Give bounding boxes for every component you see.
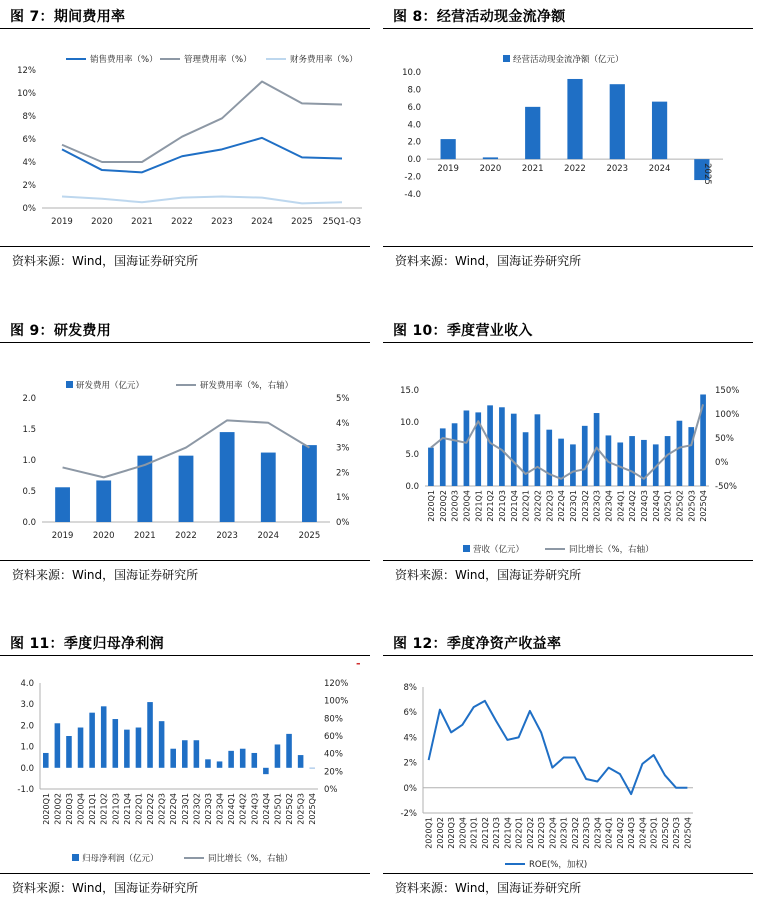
x-tick-label: 2024Q1	[616, 490, 626, 522]
legend-label: 同比增长（%，右轴）	[569, 545, 654, 555]
title-rule	[383, 342, 753, 343]
x-tick-label: 2025Q4	[308, 793, 318, 825]
x-tick-label: 2021	[521, 164, 544, 175]
bar	[570, 444, 576, 486]
y-tick-label: 0.0	[20, 763, 34, 774]
bar	[179, 456, 194, 522]
x-tick-label: 2020Q1	[41, 793, 51, 825]
y-tick-label: 10%	[17, 89, 36, 99]
y2-tick-label: 60%	[324, 732, 343, 742]
y-tick-label: 3.0	[20, 700, 34, 711]
source-rule	[383, 873, 753, 874]
chart-title: 图 11：季度归母净利润	[10, 636, 164, 652]
x-tick-label: 2025Q2	[285, 793, 295, 825]
bar	[159, 721, 165, 768]
x-tick-label: 2019	[437, 164, 459, 175]
x-tick-label: 2020Q2	[435, 817, 445, 849]
x-tick-label: 2023Q3	[592, 490, 602, 522]
x-tick-label: 2025Q1	[273, 793, 283, 825]
panel-expense-ratio	[0, 0, 370, 285]
bar	[43, 753, 49, 768]
x-tick-label: 2024Q4	[638, 817, 648, 849]
y2-tick-label: 0%	[336, 518, 350, 528]
x-tick-label: 2024Q2	[628, 490, 638, 522]
y2-tick-label: -50%	[715, 482, 737, 492]
bar	[205, 759, 211, 767]
bar	[499, 407, 505, 486]
y-tick-label: 15.0	[400, 386, 419, 396]
y-tick-label: 8.0	[407, 85, 421, 96]
legend-label: 同比增长（%，右轴）	[208, 854, 293, 864]
x-tick-label: 2020	[479, 164, 502, 175]
legend-label: 管理费用率（%）	[184, 55, 252, 65]
x-tick-label: 2023	[606, 164, 629, 175]
x-tick-label: 2020Q3	[64, 793, 74, 825]
bar	[261, 453, 276, 522]
bar	[220, 432, 235, 522]
chart-title: 图 8：经营活动现金流净额	[393, 9, 566, 25]
source-rule	[0, 873, 370, 874]
x-tick-label: 2022Q2	[146, 793, 156, 825]
y-tick-label: 2%	[403, 758, 417, 769]
x-tick-label: 2021Q3	[497, 490, 507, 522]
bar	[567, 79, 582, 159]
chart-title: 图 12：季度净资产收益率	[393, 636, 562, 652]
x-tick-label: 2025Q3	[672, 817, 682, 849]
bar	[525, 107, 540, 159]
x-tick-label: 2023Q4	[604, 490, 614, 522]
x-tick-label: 2022Q1	[514, 817, 524, 849]
y2-tick-label: 5%	[336, 394, 350, 404]
bar	[275, 744, 281, 767]
bar	[101, 706, 107, 767]
y2-tick-label: 2%	[336, 468, 350, 479]
x-tick-label: 2024Q4	[651, 490, 661, 522]
x-tick-label: 2021	[134, 531, 156, 541]
quarterly-net-profit-chart	[0, 657, 370, 871]
x-tick-label: 2024Q3	[627, 817, 637, 849]
x-tick-label: 2025Q2	[660, 817, 670, 849]
y-tick-label: 2.0	[20, 721, 34, 732]
x-tick-label: 2025	[701, 163, 712, 185]
x-tick-label: 2022	[564, 164, 586, 175]
bar	[617, 442, 623, 486]
bar	[66, 736, 72, 768]
x-tick-label: 2023Q3	[582, 817, 592, 849]
x-tick-label: 2023Q4	[215, 793, 225, 825]
y-tick-label: 0.5	[22, 487, 36, 497]
panel-operating-cashflow	[383, 0, 753, 285]
y-tick-label: 2.0	[407, 137, 421, 148]
rd-expense-chart	[0, 344, 370, 558]
y2-tick-label: 0%	[324, 785, 338, 795]
y-tick-label: 0.0	[405, 482, 419, 492]
bar	[511, 414, 517, 486]
bar	[610, 84, 625, 159]
chart-title: 图 10：季度营业收入	[393, 323, 533, 339]
y-tick-label: 10.0	[400, 418, 419, 428]
x-tick-label: 2023Q2	[192, 793, 202, 825]
title-rule	[0, 28, 370, 29]
x-tick-label: 2021Q1	[469, 817, 479, 849]
x-tick-label: 2023Q1	[180, 793, 190, 825]
x-tick-label: 2020	[91, 217, 113, 227]
title-rule	[0, 655, 370, 656]
x-tick-label: 2020Q4	[458, 817, 468, 849]
y-tick-label: -1.0	[17, 785, 34, 795]
x-tick-label: 2023	[216, 531, 238, 541]
quarterly-roe-chart	[383, 657, 753, 871]
bar	[629, 436, 635, 486]
x-tick-label: 2024	[257, 531, 280, 541]
x-tick-label: 2024Q1	[604, 817, 614, 849]
legend-label: 经营活动现金流净额（亿元）	[513, 55, 624, 65]
y-tick-label: 10.0	[402, 68, 421, 78]
y2-tick-label: 150%	[715, 386, 740, 396]
legend-swatch	[503, 55, 510, 62]
panel-quarterly-revenue	[383, 314, 753, 599]
y-tick-label: 2.0	[22, 394, 36, 404]
bar	[124, 730, 130, 768]
bar	[113, 719, 119, 768]
y-tick-label: 1.0	[22, 456, 36, 466]
x-tick-label: 2022Q3	[157, 793, 167, 825]
source-rule	[0, 246, 370, 247]
bar	[170, 749, 176, 768]
y2-tick-label: 80%	[324, 714, 343, 725]
y2-tick-label: 4%	[336, 418, 350, 429]
source-note: 资料来源：Wind，国海证券研究所	[395, 254, 582, 268]
legend-label: ROE(%，加权)	[529, 860, 588, 870]
y-tick-label: 4.0	[20, 679, 34, 689]
bar	[182, 740, 188, 768]
source-note: 资料来源：Wind，国海证券研究所	[395, 881, 582, 895]
y-tick-label: 6%	[403, 708, 417, 719]
legend-swatch	[72, 854, 79, 861]
y-tick-label: 0%	[403, 783, 417, 794]
y2-tick-label: 100%	[715, 410, 740, 420]
x-tick-label: 2023Q3	[203, 793, 213, 825]
x-tick-label: 2023Q1	[568, 490, 578, 522]
x-tick-label: 2025Q2	[675, 490, 685, 522]
operating-cashflow-chart	[383, 30, 753, 244]
y-tick-label: 1.0	[20, 742, 34, 753]
legend-label: 归母净利润（亿元）	[82, 854, 159, 864]
y-tick-label: 8%	[22, 112, 36, 122]
x-tick-label: 2021Q1	[88, 793, 98, 825]
x-tick-label: 2022Q2	[525, 817, 535, 849]
y2-tick-label: 100%	[324, 696, 349, 707]
bar	[147, 702, 153, 768]
bar	[194, 740, 200, 768]
y-tick-label: 0.0	[22, 518, 36, 528]
x-tick-label: 2021Q2	[99, 793, 109, 825]
x-tick-label: 25Q1-Q3	[322, 217, 362, 227]
x-tick-label: 2024Q2	[238, 793, 248, 825]
bar	[535, 414, 541, 486]
bar	[252, 753, 258, 768]
bar	[452, 423, 458, 486]
x-tick-label: 2020	[92, 531, 115, 541]
legend-label: 销售费用率（%）	[90, 55, 158, 65]
x-tick-label: 2025	[291, 217, 313, 227]
y-tick-label: 12%	[17, 66, 36, 76]
x-tick-label: 2025Q4	[699, 490, 709, 522]
bar	[240, 749, 246, 768]
quarterly-revenue-chart	[383, 344, 753, 558]
chart-title: 图 7：期间费用率	[10, 9, 126, 25]
x-tick-label: 2022Q4	[548, 817, 558, 849]
series-line	[431, 404, 703, 478]
series-line	[62, 82, 342, 163]
y-tick-label: 4%	[403, 733, 417, 744]
x-tick-label: 2020Q3	[447, 817, 457, 849]
x-tick-label: 2020Q3	[450, 490, 460, 522]
red-marker: -	[356, 657, 361, 670]
y-tick-label: 0%	[22, 204, 36, 214]
y-tick-label: -2%	[400, 809, 417, 819]
title-rule	[383, 655, 753, 656]
source-rule	[383, 560, 753, 561]
source-note: 资料来源：Wind，国海证券研究所	[395, 568, 582, 582]
title-rule	[383, 28, 753, 29]
x-tick-label: 2024Q1	[227, 793, 237, 825]
bar	[55, 487, 70, 522]
x-tick-label: 2022	[171, 217, 193, 227]
x-tick-label: 2024Q3	[250, 793, 260, 825]
x-tick-label: 2023	[211, 217, 233, 227]
x-tick-label: 2020Q1	[424, 817, 434, 849]
x-tick-label: 2023Q4	[593, 817, 603, 849]
source-note: 资料来源：Wind，国海证券研究所	[12, 254, 199, 268]
x-tick-label: 2022Q4	[169, 793, 179, 825]
x-tick-label: 2022Q2	[533, 490, 543, 522]
y2-tick-label: 120%	[324, 679, 349, 689]
y2-tick-label: 0%	[715, 458, 729, 468]
bar	[441, 139, 456, 159]
x-tick-label: 2023Q2	[570, 817, 580, 849]
x-tick-label: 2021Q3	[111, 793, 121, 825]
bar	[487, 405, 493, 486]
panel-rd-expense	[0, 314, 370, 599]
legend-label: 研发费用率（%，右轴）	[200, 381, 294, 391]
y-tick-label: 4.0	[407, 120, 421, 131]
bar	[96, 480, 111, 522]
x-tick-label: 2025Q3	[687, 490, 697, 522]
panel-quarterly-net-profit	[0, 627, 370, 912]
panel-quarterly-roe	[383, 627, 753, 912]
x-tick-label: 2024	[648, 164, 671, 175]
bar	[136, 728, 142, 768]
bar	[298, 755, 304, 768]
legend-label: 财务费用率（%）	[290, 55, 358, 65]
bar	[464, 410, 470, 486]
y-tick-label: -4.0	[404, 190, 421, 200]
x-tick-label: 2020Q2	[53, 793, 63, 825]
x-tick-label: 2022Q1	[521, 490, 531, 522]
y-tick-label: 6.0	[407, 102, 421, 113]
x-tick-label: 2025	[298, 531, 321, 541]
legend-label: 研发费用（亿元）	[76, 381, 145, 391]
x-tick-label: 2021Q4	[122, 793, 132, 825]
bar	[302, 445, 317, 522]
x-tick-label: 2022Q4	[557, 490, 567, 522]
y2-tick-label: 50%	[715, 434, 734, 444]
x-tick-label: 2025Q1	[663, 490, 673, 522]
y-tick-label: 5.0	[405, 450, 419, 460]
y-tick-label: 1.5	[22, 425, 36, 435]
x-tick-label: 2020Q2	[438, 490, 448, 522]
y-tick-label: -2.0	[404, 172, 421, 183]
bar	[286, 734, 292, 768]
y-tick-label: 8%	[403, 683, 417, 693]
x-tick-label: 2024Q3	[639, 490, 649, 522]
x-tick-label: 2022	[175, 531, 197, 541]
bar	[228, 751, 234, 768]
source-note: 资料来源：Wind，国海证券研究所	[12, 568, 199, 582]
y2-tick-label: 1%	[336, 493, 350, 504]
bar	[582, 426, 588, 486]
x-tick-label: 2020Q4	[462, 490, 472, 522]
x-tick-label: 2024Q2	[615, 817, 625, 849]
source-rule	[383, 246, 753, 247]
x-tick-label: 2021Q4	[509, 490, 519, 522]
series-line	[62, 197, 342, 204]
bar	[263, 768, 269, 774]
bar	[546, 430, 552, 486]
x-tick-label: 2021Q1	[474, 490, 484, 522]
expense-ratio-chart	[0, 30, 370, 244]
legend-label: 营收（亿元）	[473, 545, 525, 555]
x-tick-label: 2020Q4	[76, 793, 86, 825]
bar	[677, 421, 683, 486]
series-line	[62, 138, 342, 173]
x-tick-label: 2025Q3	[296, 793, 306, 825]
bar	[89, 713, 95, 768]
x-tick-label: 2020Q1	[426, 490, 436, 522]
series-line	[429, 701, 688, 794]
x-tick-label: 2025Q1	[649, 817, 659, 849]
legend-swatch	[463, 545, 470, 552]
bar	[523, 432, 529, 486]
x-tick-label: 2021Q4	[503, 817, 513, 849]
y2-tick-label: 40%	[324, 749, 343, 760]
bar	[665, 436, 671, 486]
x-tick-label: 2021Q2	[480, 817, 490, 849]
y-tick-label: 2%	[22, 181, 36, 191]
source-note: 资料来源：Wind，国海证券研究所	[12, 881, 199, 895]
y2-tick-label: 3%	[336, 443, 350, 454]
chart-title: 图 9：研发费用	[10, 323, 112, 339]
y2-tick-label: 20%	[324, 767, 343, 778]
x-tick-label: 2023Q2	[580, 490, 590, 522]
bar	[483, 157, 498, 159]
y-tick-label: 4%	[22, 158, 36, 168]
x-tick-label: 2025Q4	[683, 817, 693, 849]
bar	[652, 102, 667, 160]
title-rule	[0, 342, 370, 343]
y-tick-label: 0.0	[407, 155, 421, 166]
x-tick-label: 2022Q3	[545, 490, 555, 522]
x-tick-label: 2021Q2	[486, 490, 496, 522]
x-tick-label: 2019	[51, 217, 73, 227]
bar	[217, 761, 223, 767]
bar	[78, 728, 84, 768]
x-tick-label: 2021	[131, 217, 153, 227]
x-tick-label: 2023Q1	[559, 817, 569, 849]
bar	[55, 723, 61, 768]
x-tick-label: 2022Q3	[537, 817, 547, 849]
y-tick-label: 6%	[22, 135, 36, 145]
source-rule	[0, 560, 370, 561]
x-tick-label: 2019	[51, 531, 74, 541]
legend-swatch	[66, 381, 73, 388]
bar	[428, 448, 434, 486]
bar	[309, 768, 315, 769]
x-tick-label: 2024Q4	[261, 793, 271, 825]
x-tick-label: 2021Q3	[492, 817, 502, 849]
x-tick-label: 2022Q1	[134, 793, 144, 825]
x-tick-label: 2024	[251, 217, 273, 227]
